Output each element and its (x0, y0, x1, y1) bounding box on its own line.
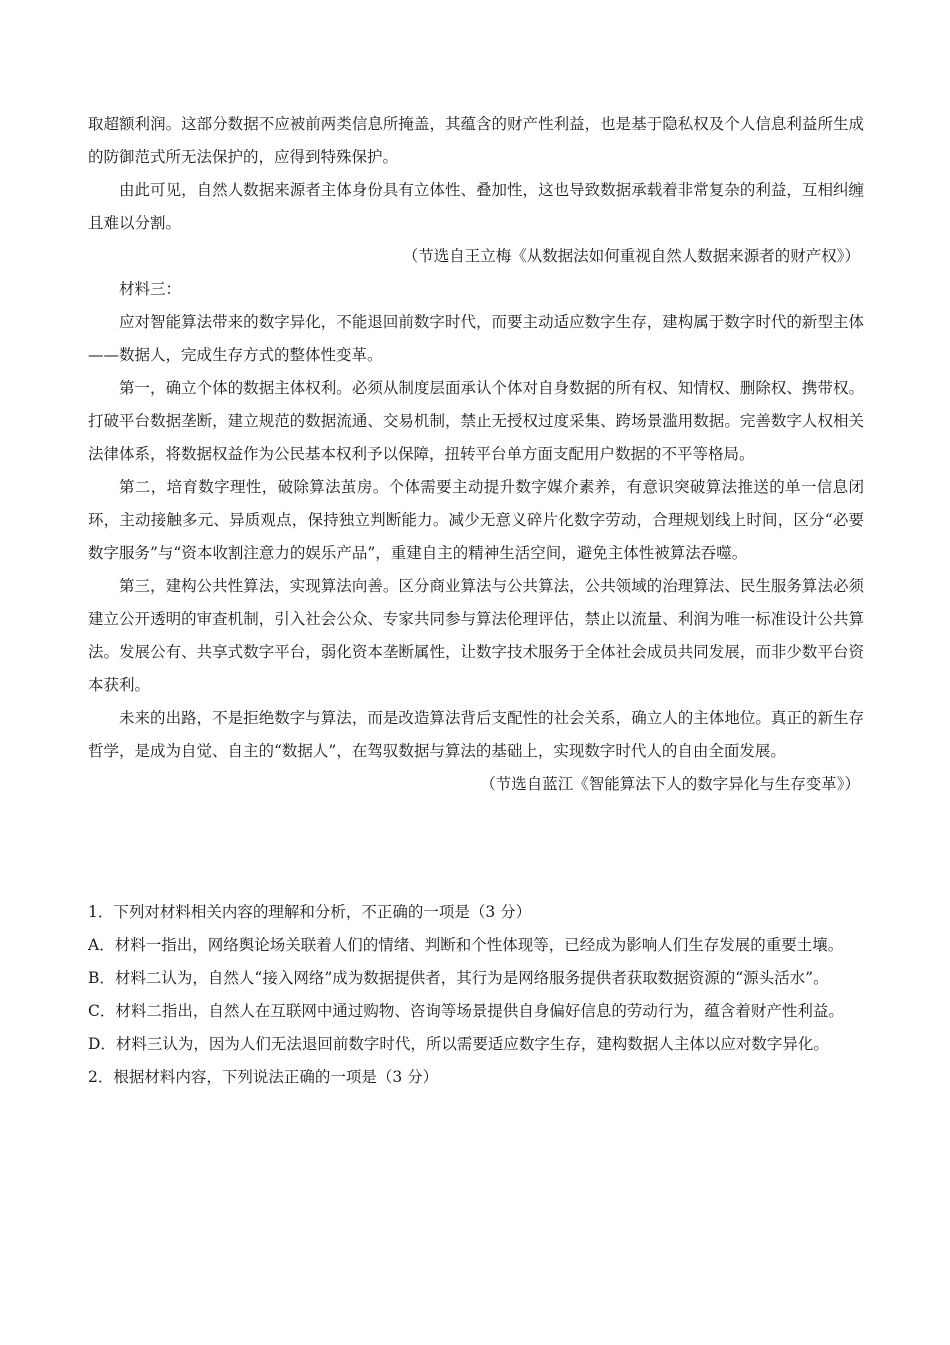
paragraph: 第二，培育数字理性，破除算法茧房。个体需要主动提升数字媒介素养，有意识突破算法推送的单一信息闭环，主动接触多元、异质观点，保持独立判断能力。减少无意义碎片化数字劳动，合理规划线上时间，区分“必要数字服务”与“资本收割注意力的娱乐产品”，重建自主的精神生活空间，避免主体性被算法吞噬。 (88, 478, 864, 562)
option-c: C．材料二指出，自然人在互联网中通过购物、咨询等场景提供自身偏好信息的劳动行为，蕴含着财产性利益。 (88, 1002, 844, 1020)
option-d: D．材料三认为，因为人们无法退回前数字时代，所以需要适应数字生存，建构数据人主体以应对数字异化。 (88, 1035, 829, 1053)
paragraph: 应对智能算法带来的数字异化，不能退回前数字时代，而要主动适应数字生存，建构属于数字时代的新型主体——数据人，完成生存方式的整体性变革。 (88, 313, 864, 364)
source-citation: （节选自王立梅《从数据法如何重视自然人数据来源者的财产权》） (402, 247, 860, 265)
question-2-stem: 2．根据材料内容，下列说法正确的一项是（3 分） (88, 1068, 439, 1086)
paragraph: 由此可见，自然人数据来源者主体身份具有立体性、叠加性，这也导致数据承载着非常复杂的利益，互相纠缠且难以分割。 (88, 181, 864, 232)
question-1-stem: 1．下列对材料相关内容的理解和分析，不正确的一项是（3 分） (88, 903, 532, 921)
paragraph: 第一，确立个体的数据主体权利。必须从制度层面承认个体对自身数据的所有权、知情权、删除权、携带权。打破平台数据垄断，建立规范的数据流通、交易机制，禁止无授权过度采集、跨场景滥用数据。完善数字人权相关法律体系，将数据权益作为公民基本权利予以保障，扭转平台单方面支配用户数据的不平等格局。 (88, 379, 864, 463)
option-a: A．材料一指出，网络舆论场关联着人们的情绪、判断和个性体现等，已经成为影响人们生存发展的重要土壤。 (88, 936, 844, 954)
option-b: B．材料二认为，自然人“接入网络”成为数据提供者，其行为是网络服务提供者获取数据资源的“源头活水”。 (88, 969, 829, 987)
material2-tail (88, 108, 864, 273)
paragraph: 未来的出路，不是拒绝数字与算法，而是改造算法背后支配性的社会关系，确立人的主体地位。真正的新生存哲学，是成为自觉、自主的“数据人”，在驾驭数据与算法的基础上，实现数字时代人的自由全面发展。 (88, 709, 864, 760)
paragraph: 第三，建构公共性算法，实现算法向善。区分商业算法与公共算法，公共领域的治理算法、民生服务算法必须建立公开透明的审查机制，引入社会公众、专家共同参与算法伦理评估，禁止以流量、利润为唯一标准设计公共算法。发展公有、共享式数字平台，弱化资本垄断属性，让数字技术服务于全体社会成员共同发展，而非少数平台资本获利。 (88, 577, 864, 694)
question-section (88, 896, 864, 1094)
material-label: 材料三： (119, 280, 182, 298)
material3 (88, 273, 864, 801)
paragraph: 取超额利润。这部分数据不应被前两类信息所掩盖，其蕴含的财产性利益，也是基于隐私权及个人信息利益所生成的防御范式所无法保护的，应得到特殊保护。 (88, 115, 864, 166)
source-citation: （节选自蓝江《智能算法下人的数字异化与生存变革》） (480, 775, 860, 793)
